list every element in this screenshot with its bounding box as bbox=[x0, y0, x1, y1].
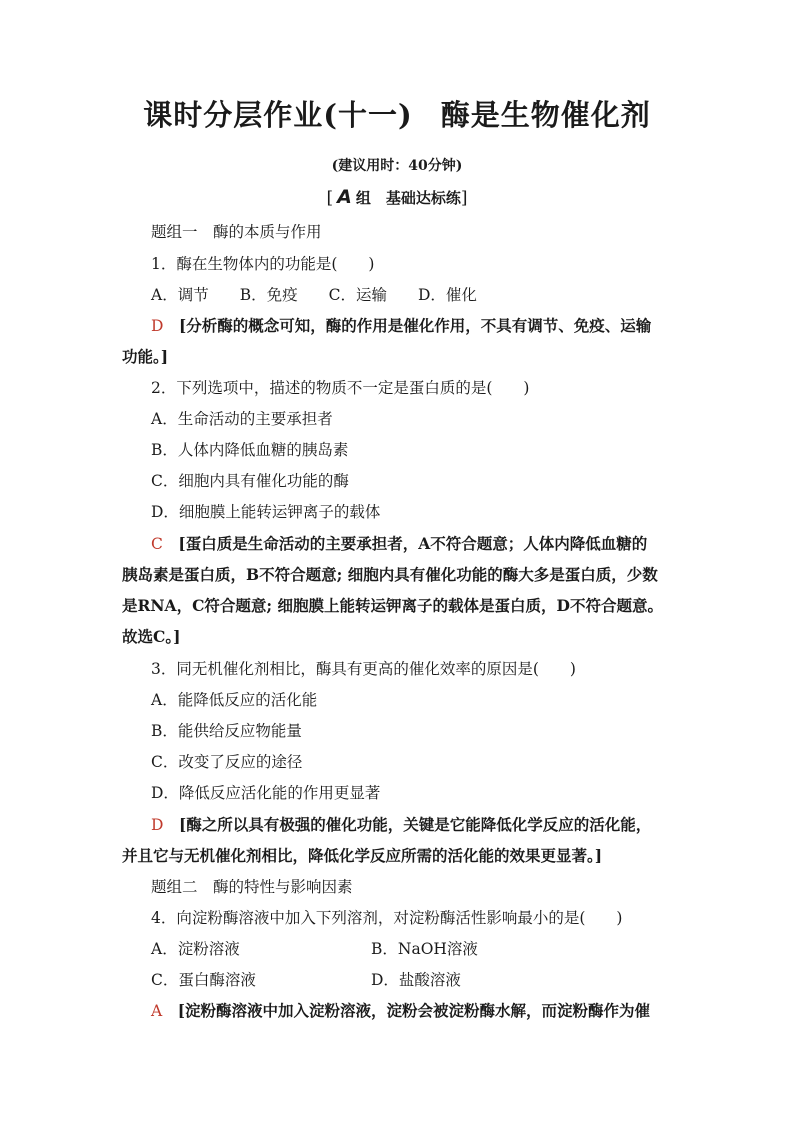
group-heading bbox=[0, 186, 794, 208]
group-bracket-close: ] bbox=[460, 188, 468, 208]
question-4-option-c: C．蛋白酶溶液 bbox=[151, 971, 256, 989]
answer-letter: C bbox=[151, 535, 163, 553]
suggested-time: (建议用时：40分钟) bbox=[331, 158, 463, 174]
question-3-answer bbox=[151, 815, 651, 835]
answer-letter: D bbox=[151, 816, 164, 834]
question-1-options: A．调节 B．免疫 C．运输 D．催化 bbox=[151, 286, 477, 304]
question-2-option-a: A．生命活动的主要承担者 bbox=[151, 410, 333, 428]
question-2-option-d: D．细胞膜上能转运钾离子的载体 bbox=[151, 503, 381, 521]
question-2-explanation-cont-1: 胰岛素是蛋白质，B不符合题意; 细胞内具有催化功能的酶大多是蛋白质，少数 bbox=[122, 565, 658, 584]
answer-letter: A bbox=[151, 1002, 163, 1020]
question-4-answer bbox=[151, 1001, 650, 1021]
topic-heading-1: 题组一 酶的本质与作用 bbox=[151, 223, 322, 241]
question-3-option-d: D．降低反应活化能的作用更显著 bbox=[151, 784, 381, 802]
group-label: 组 基础达标练 bbox=[355, 189, 461, 207]
question-3-explanation-cont: 并且它与无机催化剂相比，降低化学反应所需的活化能的效果更显著。] bbox=[122, 846, 603, 865]
question-3-option-a: A．能降低反应的活化能 bbox=[151, 691, 318, 709]
question-2-option-c: C．细胞内具有催化功能的酶 bbox=[151, 472, 349, 490]
question-4-option-b: B．NaOH溶液 bbox=[371, 940, 478, 958]
title-main: 课时分层作业(十一) bbox=[143, 98, 413, 132]
question-1-explanation-cont: 功能。] bbox=[122, 347, 169, 366]
question-4-stem: 4．向淀粉酶溶液中加入下列溶剂，对淀粉酶活性影响最小的是( ) bbox=[151, 909, 623, 927]
explanation-text: [分析酶的概念可知，酶的作用是催化作用，不具有调节、免疫、运输 bbox=[178, 316, 652, 335]
page-title bbox=[0, 93, 794, 134]
question-4-option-d: D．盐酸溶液 bbox=[371, 971, 461, 989]
question-4-option-a: A．淀粉溶液 bbox=[151, 940, 240, 958]
explanation-text: [酶之所以具有极强的催化功能，关键是它能降低化学反应的活化能， bbox=[178, 815, 652, 834]
explanation-text: [淀粉酶溶液中加入淀粉溶液，淀粉会被淀粉酶水解，而淀粉酶作为催 bbox=[177, 1001, 651, 1020]
answer-letter: D bbox=[151, 317, 164, 335]
question-2-explanation-cont-3: 故选C。] bbox=[122, 627, 181, 646]
group-bracket-open: [ bbox=[326, 188, 334, 208]
question-2-stem: 2．下列选项中，描述的物质不一定是蛋白质的是( ) bbox=[151, 379, 530, 397]
topic-heading-2: 题组二 酶的特性与影响因素 bbox=[151, 878, 353, 896]
group-letter: A bbox=[337, 186, 352, 208]
question-3-option-b: B．能供给反应物能量 bbox=[151, 722, 302, 740]
explanation-text: [蛋白质是生命活动的主要承担者，A不符合题意；人体内降低血糖的 bbox=[178, 534, 648, 553]
question-2-option-b: B．人体内降低血糖的胰岛素 bbox=[151, 441, 349, 459]
question-3-option-c: C．改变了反应的途径 bbox=[151, 753, 303, 771]
question-3-stem: 3．同无机催化剂相比，酶具有更高的催化效率的原因是( ) bbox=[151, 660, 576, 678]
question-1-answer bbox=[151, 316, 651, 336]
title-topic: 酶是生物催化剂 bbox=[440, 98, 651, 132]
question-2-explanation-cont-2: 是RNA，C符合题意; 细胞膜上能转运钾离子的载体是蛋白质，D不符合题意。 bbox=[122, 596, 663, 615]
question-2-answer bbox=[151, 534, 647, 554]
question-1-stem: 1．酶在生物体内的功能是( ) bbox=[151, 255, 375, 273]
